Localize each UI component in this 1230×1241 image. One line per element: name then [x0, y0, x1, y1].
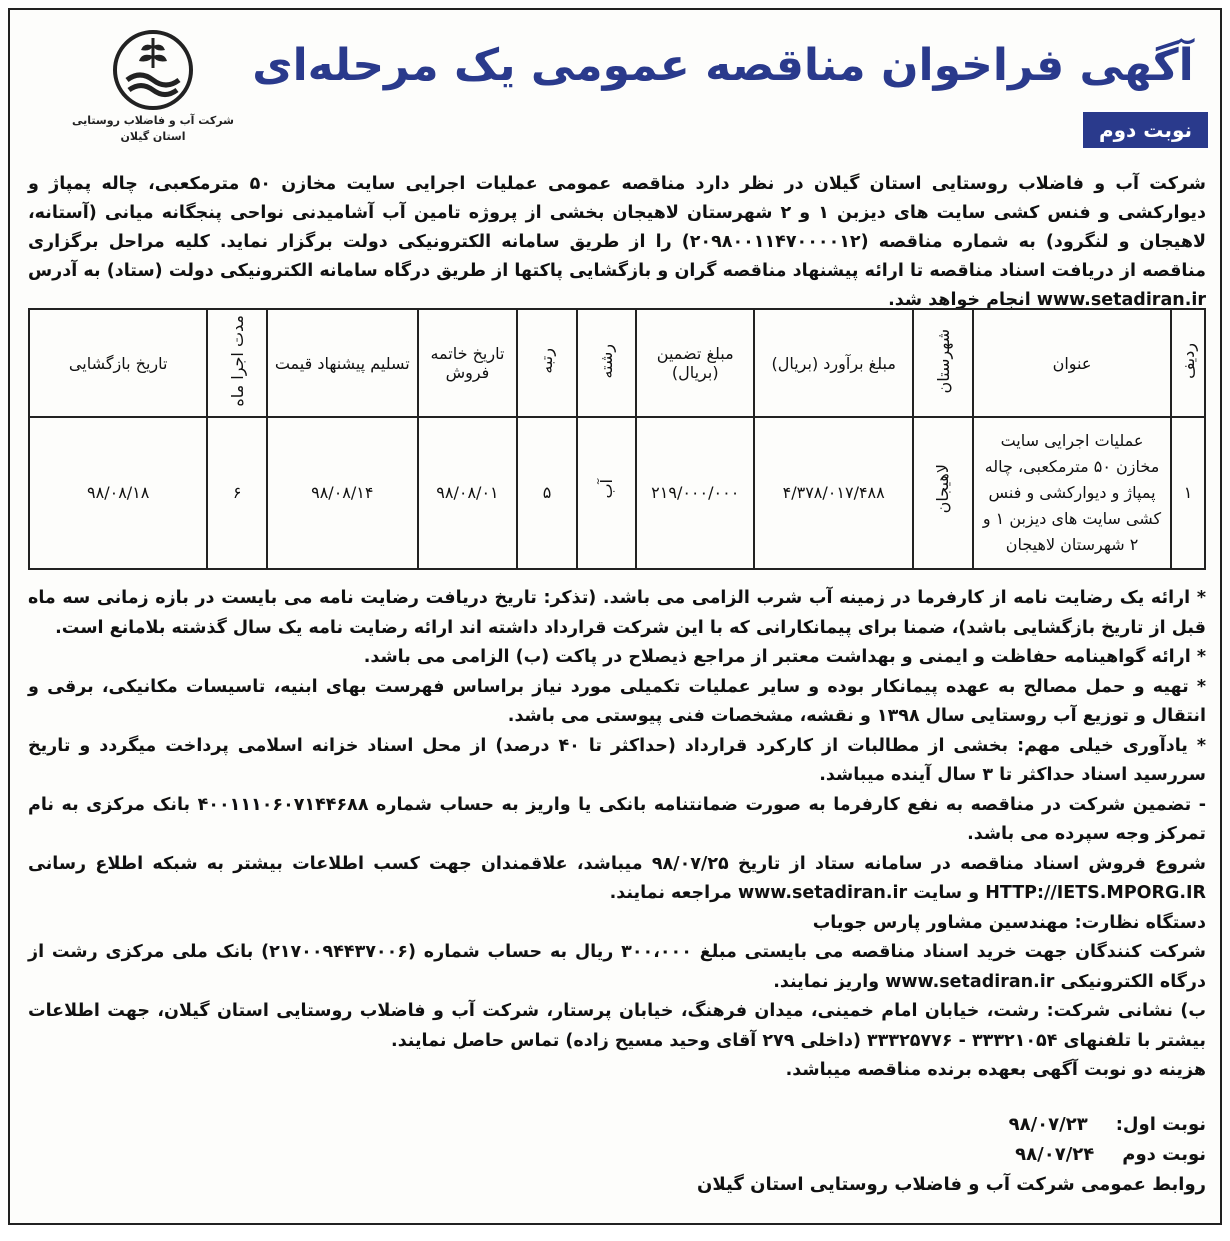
second-round-row [686, 1140, 1206, 1170]
intro-paragraph: شرکت آب و فاضلاب روستایی استان گیلان در نظر دارد مناقصه عمومی عملیات اجرایی سایت مخازن ۵۰ مترمکعبی، چاله پمپاژ و دیوارکشی و فنس کشی سایت های دیزبن ۱ و ۲ شهرستان لاهیجان بخشی از پروژه تامین آب آشامیدنی نواحی پنجگانه میانی (آستانه، لاهیجان و لنگرود) به شماره مناقصه (۲۰۹۸۰۰۱۱۴۷۰۰۰۰۱۲) را از طریق سامانه الکترونیکی دولت برگزار نماید. کلیه مراحل برگزاری مناقصه از دریافت اسناد مناقصه تا ارائه پیشنهاد مناقصه گران و بازگشایی پاکتها از طریق درگاه سامانه الکترونیکی دولت (ستاد) به آدرس www.setadiran.ir انجام خواهد شد. [28, 174, 1206, 310]
cell-submit: ۹۸/۰۸/۱۴ [267, 417, 418, 569]
condition-item: * ارائه گواهینامه حفاظت و ایمنی و بهداشت معتبر از مراجع ذیصلاح در پاکت (ب) الزامی می باشد. [363, 647, 1206, 667]
cell-row-number: ۱ [1171, 417, 1205, 569]
header-title: عنوان [973, 309, 1171, 417]
table-row [29, 417, 1205, 569]
footer [686, 1110, 1206, 1200]
second-round-date: ۹۸/۰۷/۲۴ [1015, 1144, 1095, 1165]
signature: روابط عمومی شرکت آب و فاضلاب روستایی استان گیلان [697, 1174, 1206, 1195]
header-submit: تسلیم پیشنهاد قیمت [267, 309, 418, 417]
conditions-list [28, 584, 1206, 1086]
cell-guarantee: ۲۱۹/۰۰۰/۰۰۰ [636, 417, 754, 569]
cell-opening: ۹۸/۰۸/۱۸ [29, 417, 207, 569]
logo [68, 28, 238, 144]
tender-table [28, 308, 1206, 570]
header-opening: تاریخ بازگشایی [29, 309, 207, 417]
cell-title: عملیات اجرایی سایت مخازن ۵۰ مترمکعبی، چاله پمپاژ و دیوارکشی و فنس کشی سایت های دیزبن ۱ و ۲ شهرستان لاهیجان [973, 417, 1171, 569]
condition-item: - تضمین شرکت در مناقصه به نفع کارفرما به صورت ضمانتنامه بانکی یا واریز به حساب شماره ۴۰۰۱۱۱۰۶۰۷۱۴۴۶۸۸ بانک مرکزی به نام تمرکز وجه سپرده می باشد. [28, 794, 1206, 844]
notice-title: آگهی فراخوان مناقصه عمومی یک مرحله‌ای [252, 40, 1194, 91]
condition-item: شروع فروش اسناد مناقصه در سامانه ستاد از تاریخ ۹۸/۰۷/۲۵ میباشد، علاقمندان جهت کسب اطلاعات بیشتر به شبکه اطلاع رسانی HTTP://IETS.MPORG.IR و سایت www.setadiran.ir مراجعه نمایند. [28, 853, 1206, 903]
first-round-label: نوبت اول: [1115, 1114, 1206, 1135]
header [10, 10, 1220, 160]
header-estimate: مبلغ برآورد (بریال) [754, 309, 913, 417]
header-field: رشته [577, 309, 637, 417]
header-row-number: ردیف [1171, 309, 1205, 417]
condition-item: * یادآوری خیلی مهم: بخشی از مطالبات از کارکرد قرارداد (حداکثر تا ۴۰ درصد) از محل اسناد خزانه اسلامی پرداخت میگردد و تاریخ سررسید اسناد حداکثر تا ۳ سال آینده میباشد. [28, 735, 1206, 785]
logo-caption-line1: شرکت آب و فاضلاب روستایی [72, 114, 234, 127]
cell-duration: ۶ [207, 417, 267, 569]
cell-grade: ۵ [517, 417, 577, 569]
round-badge: نوبت دوم [1081, 110, 1210, 150]
condition-item: دستگاه نظارت: مهندسین مشاور پارس جویاب [812, 912, 1206, 933]
tender-notice [8, 8, 1222, 1225]
header-sale-end: تاریخ خاتمه فروش [418, 309, 518, 417]
cell-field: آب [577, 417, 637, 569]
condition-item: هزینه دو نوبت آگهی بعهده برنده مناقصه میباشد. [785, 1060, 1206, 1080]
water-wheat-emblem-icon [111, 28, 195, 112]
cell-city: لاهیجان [913, 417, 973, 569]
header-city: شهرستان [913, 309, 973, 417]
header-duration: مدت اجرا ماه [207, 309, 267, 417]
condition-item: ب) نشانی شرکت: رشت، خیابان امام خمینی، میدان فرهنگ، خیابان پرستار، شرکت آب و فاضلاب روستایی استان گیلان، جهت اطلاعات بیشتر با تلفنهای ۳۳۳۲۱۰۵۴ - ۳۳۳۲۵۷۷۶ (داخلی ۲۷۹ آقای وحید مسیح زاده) تماس حاصل نمایند. [28, 1001, 1206, 1051]
condition-item: * ارائه یک رضایت نامه از کارفرما در زمینه آب شرب الزامی می باشد. (تذکر: تاریخ دریافت رضایت نامه می بایست در بازه زمانی سه ماه قبل از تاریخ بازگشایی باشد)، ضمنا برای پیمانکارانی که با این شرکت قرارداد داشته اند ارائه رضایت نامه یک سال گذشته بلامانع است. [28, 588, 1206, 638]
first-round-row [686, 1110, 1206, 1140]
condition-item: * تهیه و حمل مصالح به عهده پیمانکار بوده و سایر عملیات تکمیلی مورد نیاز براساس فهرست بهای ابنیه، تاسیسات مکانیکی، برقی و انتقال و توزیع آب روستایی سال ۱۳۹۸ و نقشه، مشخصات فنی پیوستی می باشد. [28, 676, 1206, 726]
condition-item: شرکت کنندگان جهت خرید اسناد مناقصه می بایستی مبلغ ۳۰۰،۰۰۰ ریال به حساب شماره (۲۱۷۰۰۹۴۴۳۷۰۰۶) بانک ملی مرکزی رشت از درگاه الکترونیکی www.setadiran.ir واریز نمایند. [28, 942, 1206, 992]
table-header-row [29, 309, 1205, 417]
logo-caption-line2: استان گیلان [120, 130, 186, 143]
cell-estimate: ۴/۳۷۸/۰۱۷/۴۸۸ [754, 417, 913, 569]
header-grade: رتبه [517, 309, 577, 417]
cell-sale-end: ۹۸/۰۸/۰۱ [418, 417, 518, 569]
first-round-date: ۹۸/۰۷/۲۳ [1008, 1114, 1088, 1135]
second-round-label: نوبت دوم [1122, 1144, 1206, 1165]
header-guarantee: مبلغ تضمین (بریال) [636, 309, 754, 417]
